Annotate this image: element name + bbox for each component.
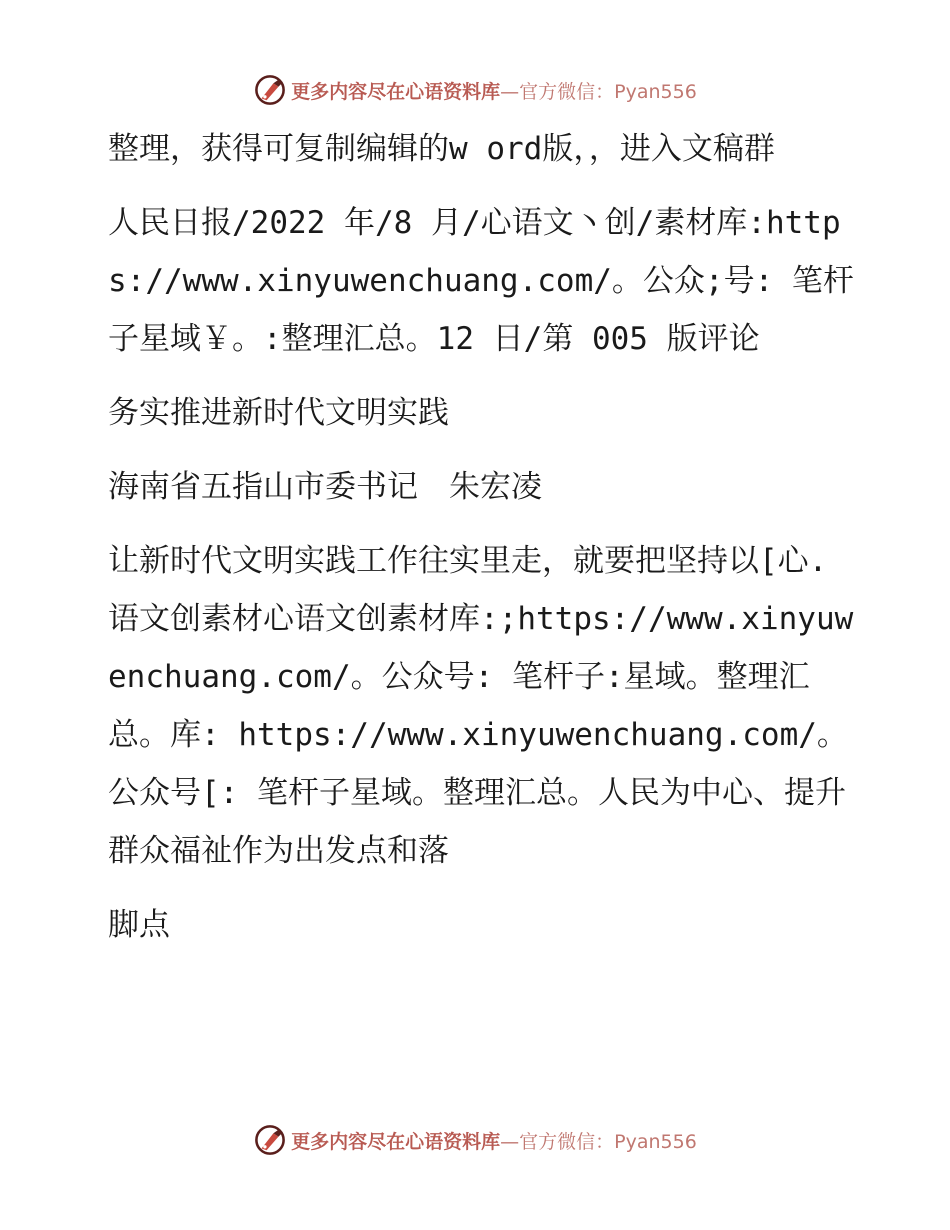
paragraph-source: 人民日报/2022 年/8 月/心语文丶创/素材库:https://www.xinyuwenchuang.com/。公众;号: 笔杆子星域￥。:整理汇总。12 日/第 005 版评论 xyxy=(108,205,854,357)
banner-title: 更多内容尽在心语资料库 xyxy=(291,1130,501,1153)
header-banner xyxy=(0,70,950,110)
banner-title: 更多内容尽在心语资料库 xyxy=(291,80,501,103)
article-title: 务实推进新时代文明实践 xyxy=(108,395,449,431)
footer-banner xyxy=(0,1120,950,1160)
paragraph-end: 脚点 xyxy=(108,907,170,943)
article-author: 海南省五指山市委书记 朱宏凌 xyxy=(108,469,542,505)
pen-logo-icon xyxy=(253,73,287,107)
banner-wechat: —官方微信：Pyan556 xyxy=(500,1130,697,1153)
paragraph-intro: 整理，获得可复制编辑的w ord版，，进入文稿群 xyxy=(108,131,775,167)
pen-logo-icon xyxy=(253,1123,287,1157)
paragraph-body: 让新时代文明实践工作往实里走，就要把坚持以[心.语文创素材心语文创素材库:;https://www.xinyuwenchuang.com/。公众号: 笔杆子:星域。整理汇总。库: https://www.xinyuwenchuang.com/。公众号[: 笔杆子星域。整理汇总。人民为中心、提升群众福祉作为出发点和落 xyxy=(108,543,854,869)
banner-wechat: —官方微信：Pyan556 xyxy=(500,80,697,103)
document-body xyxy=(97,120,857,970)
